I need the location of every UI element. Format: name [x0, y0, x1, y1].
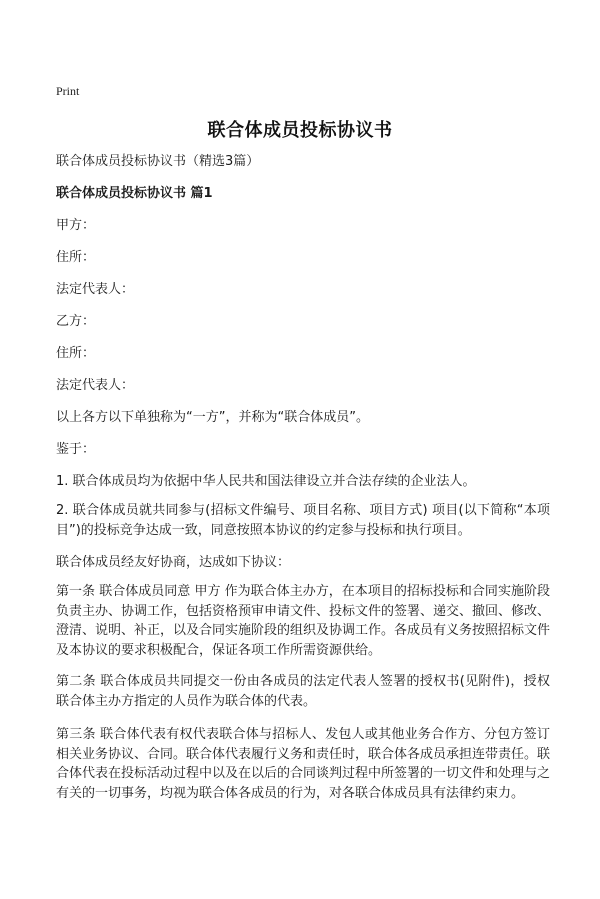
party-b-address-field: 住所： [56, 346, 96, 361]
document-subtitle: 联合体成员投标协议书（精选3篇） [56, 154, 260, 169]
party-b-field: 乙方： [56, 314, 96, 329]
agreement-intro: 联合体成员经友好协商，达成如下协议： [56, 555, 291, 570]
party-a-address-field: 住所： [56, 250, 96, 265]
recital-1: 1. 联合体成员均为依据中华人民共和国法律设立并合法存续的企业法人。 [56, 474, 476, 489]
article-3: 第三条 联合体代表有权代表联合体与招标人、发包人或其他业务合作方、分包方签订相关业务协议、合同。联合体代表履行义务和责任时，联合体各成员承担连带责任。联合体代表在投标活动过程中以及在以后的合同谈判过程中所签署的一切文件和处理与之有关的一切事务，均视为联合体各成员的行为，对各联合体成员具有法律约束力。 [56, 727, 551, 801]
section-heading: 联合体成员投标协议书 篇1 [56, 186, 213, 201]
article-1: 第一条 联合体成员同意 甲方 作为联合体主办方，在本项目的招标投标和合同实施阶段负责主办、协调工作，包括资格预审申请文件、投标文件的签署、递交、撤回、修改、澄清、说明、补正，以及合同实施阶段的组织及协调工作。各成员有义务按照招标文件及本协议的要求积极配合，保证各项工作所需资源供给。 [56, 584, 551, 658]
whereas-label: 鉴于： [56, 442, 96, 457]
document-title: 联合体成员投标协议书 [207, 120, 393, 141]
party-a-field: 甲方： [56, 218, 96, 233]
intro-paragraph: 以上各方以下单独称为“一方”，并称为“联合体成员”。 [56, 410, 369, 425]
party-b-representative-field: 法定代表人： [56, 378, 135, 393]
recital-2: 2. 联合体成员就共同参与(招标文件编号、项目名称、项目方式) 项目(以下简称“本项目”)的投标竞争达成一致，同意按照本协议的约定参与投标和执行项目。 [56, 503, 550, 538]
party-a-representative-field: 法定代表人： [56, 282, 135, 297]
article-2: 第二条 联合体成员共同提交一份由各成员的法定代表人签署的授权书(见附件)，授权联合体主办方指定的人员作为联合体的代表。 [56, 674, 550, 709]
print-label: Print [56, 84, 80, 98]
